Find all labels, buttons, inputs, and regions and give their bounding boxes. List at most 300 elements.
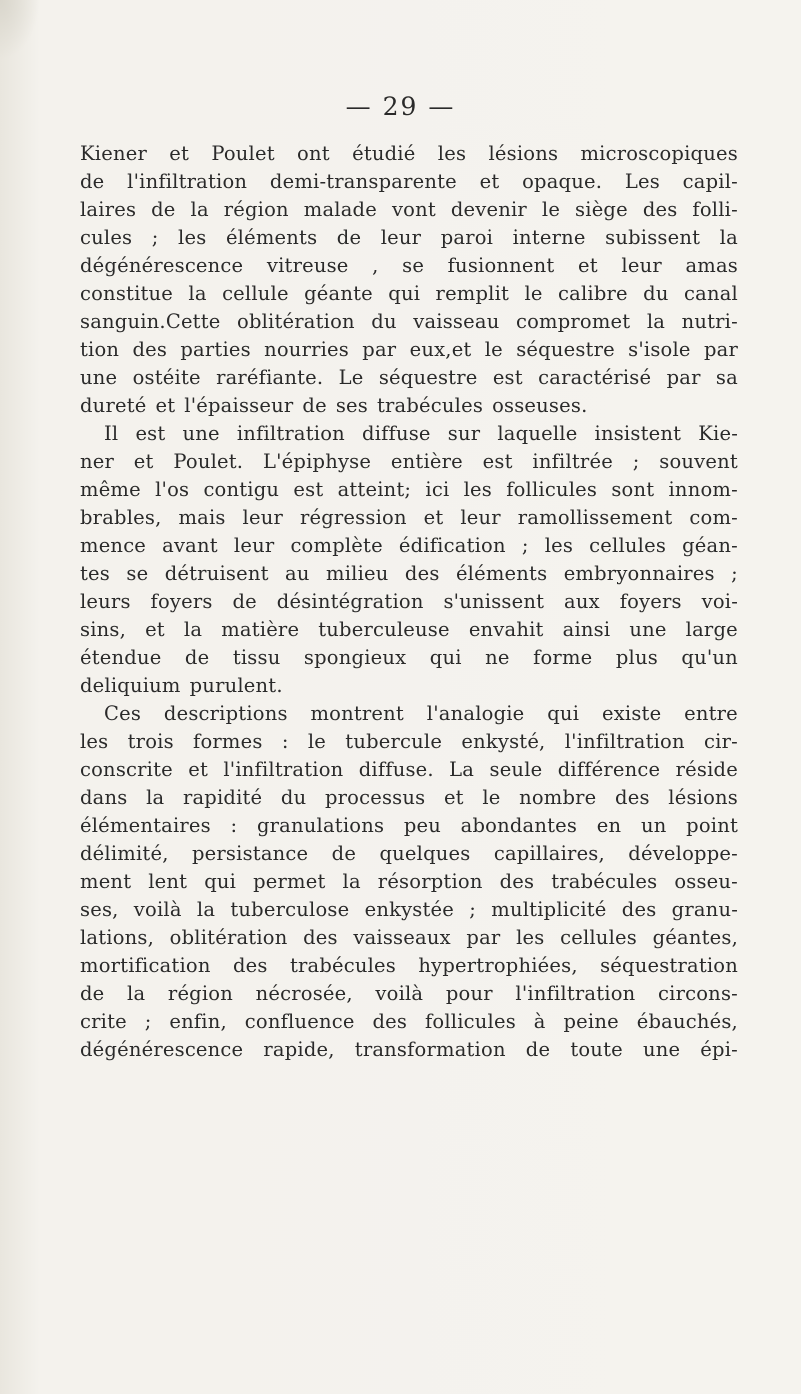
word: et	[479, 170, 500, 193]
word: hypertrophiées,	[418, 954, 578, 977]
word: lent	[148, 870, 188, 893]
word: capil-	[682, 170, 738, 193]
word: siège	[575, 198, 628, 221]
word: et	[578, 254, 598, 277]
text-line	[80, 840, 738, 868]
word: compromet	[515, 310, 631, 333]
word: multiplicité	[491, 898, 607, 921]
word: mortification	[80, 954, 211, 977]
word: spongieux	[303, 646, 407, 669]
word: la	[719, 226, 738, 249]
word: par	[362, 338, 397, 361]
page-number: — 29 —	[345, 92, 456, 121]
word: résorption	[377, 870, 483, 893]
word: les	[437, 142, 467, 165]
word: par	[703, 338, 738, 361]
word: leur	[242, 506, 284, 529]
word: point	[686, 814, 738, 837]
word: ner	[80, 450, 115, 473]
word: granu-	[671, 898, 738, 921]
word: ;	[151, 226, 159, 249]
word: vaisseau	[413, 310, 500, 333]
word: qui	[204, 870, 237, 893]
text-line	[80, 476, 738, 504]
word: nombre	[519, 786, 597, 809]
text-line	[80, 784, 738, 812]
word: crite	[80, 1010, 127, 1033]
word: matière	[221, 618, 300, 641]
word: une	[80, 366, 118, 389]
text-line	[80, 392, 738, 420]
word: qu'un	[681, 646, 738, 669]
word: interne	[512, 226, 586, 249]
word: canal	[684, 282, 738, 305]
word: éléments	[455, 562, 548, 585]
word: trabécules	[376, 394, 484, 417]
word: édification	[398, 534, 506, 557]
word: l'infiltration	[515, 982, 636, 1005]
word: la	[196, 898, 216, 921]
word: abondantes	[460, 814, 578, 837]
word: et	[423, 506, 444, 529]
word: Il	[104, 422, 119, 445]
word: constitue	[80, 282, 174, 305]
word: est	[135, 422, 166, 445]
word: toute	[570, 1038, 623, 1061]
word: séquestration	[600, 954, 738, 977]
word: entière	[390, 450, 463, 473]
word: voilà	[375, 982, 424, 1005]
word: eux,et	[409, 338, 472, 361]
word: tes	[80, 562, 110, 585]
word: de	[525, 1038, 551, 1061]
word: plus	[615, 646, 658, 669]
word: les	[516, 926, 545, 949]
word: tubercule	[345, 730, 443, 753]
word: montrent	[310, 702, 404, 725]
word: ses	[335, 394, 368, 417]
word: avant	[162, 534, 218, 557]
word: une	[629, 618, 667, 641]
word: conscrite	[80, 758, 173, 781]
word: ;	[731, 562, 738, 585]
word: diffuse	[362, 422, 431, 445]
text-line	[80, 980, 738, 1008]
word: l'analogie	[426, 702, 525, 725]
word: cellule	[222, 282, 289, 305]
word: ostéite	[132, 366, 201, 389]
word: les	[178, 226, 207, 249]
word: développe-	[628, 842, 738, 865]
word: qui	[388, 282, 421, 305]
word: parties	[180, 338, 251, 361]
word: désintégration	[276, 590, 424, 613]
word: dégénérescence	[80, 254, 244, 277]
word: complète	[290, 534, 383, 557]
word: séquestre	[516, 338, 615, 361]
word: circons-	[658, 982, 738, 1005]
text-line	[80, 224, 738, 252]
word: ici	[425, 478, 450, 501]
word: folli-	[692, 198, 738, 221]
word: le	[541, 198, 561, 221]
word: nourries	[264, 338, 349, 361]
word: l'infiltration	[223, 758, 344, 781]
word: géantes,	[652, 926, 738, 949]
word: sins,	[80, 618, 127, 641]
word: se	[402, 254, 425, 277]
word: ne	[485, 646, 510, 669]
word: du	[643, 282, 669, 305]
text-line	[80, 588, 738, 616]
word: qui	[429, 646, 462, 669]
word: ont	[297, 142, 330, 165]
word: lésions	[668, 786, 738, 809]
word: osseu-	[674, 870, 738, 893]
word: seule	[489, 758, 543, 781]
word: :	[281, 730, 289, 753]
text-line	[80, 896, 738, 924]
word: leur	[621, 254, 662, 277]
word: les	[463, 478, 492, 501]
word: purulent.	[189, 674, 283, 697]
word: capillaires,	[493, 842, 605, 865]
word: est	[492, 366, 523, 389]
word: ainsi	[562, 618, 611, 641]
word: géan-	[682, 534, 738, 557]
word: qui	[547, 702, 580, 725]
word: de	[336, 226, 362, 249]
text-line	[80, 364, 738, 392]
word: devenir	[450, 198, 527, 221]
word: la	[190, 198, 209, 221]
word: Le	[338, 366, 364, 389]
word: l'épaisseur	[184, 394, 294, 417]
word: est	[293, 478, 324, 501]
word: des	[132, 338, 168, 361]
word: tion	[80, 338, 120, 361]
word: existe	[601, 702, 662, 725]
text-line	[80, 336, 738, 364]
word: laquelle	[497, 422, 578, 445]
word: envahit	[468, 618, 544, 641]
word: rapide,	[263, 1038, 335, 1061]
word: des	[404, 562, 440, 585]
text-line	[80, 420, 738, 448]
word: une	[642, 1038, 681, 1061]
word: vont	[391, 198, 436, 221]
word: cir-	[704, 730, 738, 753]
text-line	[80, 756, 738, 784]
word: mais	[178, 506, 226, 529]
word: la	[188, 282, 207, 305]
word: trabécules	[289, 954, 397, 977]
word: Les	[624, 170, 660, 193]
text-line	[80, 812, 738, 840]
word: permet	[253, 870, 326, 893]
word: Kie-	[698, 422, 738, 445]
word: dégénérescence	[80, 1038, 244, 1061]
word: confluence	[244, 1010, 355, 1033]
word: subissent	[605, 226, 701, 249]
text-line	[80, 1008, 738, 1036]
word: contigu	[203, 478, 280, 501]
word: infiltration	[236, 422, 345, 445]
word: éléments	[225, 226, 318, 249]
word: cules	[80, 226, 133, 249]
word: par	[466, 926, 501, 949]
text-line	[80, 168, 738, 196]
word: des	[615, 786, 650, 809]
word: pour	[445, 982, 493, 1005]
word: l'os	[155, 478, 190, 501]
word: un	[640, 814, 667, 837]
word: de	[302, 394, 327, 417]
word: le	[524, 282, 543, 305]
word: délimité,	[80, 842, 169, 865]
word: foyers	[619, 590, 682, 613]
word: deliquium	[80, 674, 181, 697]
word: des	[303, 926, 338, 949]
word: se	[126, 562, 149, 585]
word: atteint;	[337, 478, 412, 501]
word: la	[183, 618, 203, 641]
text-line	[80, 280, 738, 308]
word: le	[482, 786, 501, 809]
word: souvent	[659, 450, 738, 473]
word: caractérisé	[538, 366, 652, 389]
text-line	[80, 868, 738, 896]
word: dureté	[80, 394, 147, 417]
word: de	[151, 198, 176, 221]
word: leur	[380, 226, 422, 249]
word: infiltrée	[532, 450, 613, 473]
word: mence	[80, 534, 147, 557]
word: étudié	[352, 142, 416, 165]
word: raréfiante.	[216, 366, 324, 389]
word: ,	[372, 254, 379, 277]
word: enfin,	[169, 1010, 227, 1033]
word: ramollissement	[517, 506, 673, 529]
word: brables,	[80, 506, 162, 529]
word: peine	[563, 1010, 619, 1033]
word: sa	[715, 366, 738, 389]
word: à	[533, 1010, 546, 1033]
word: est	[482, 450, 513, 473]
word: la	[646, 310, 666, 333]
word: leur	[460, 506, 501, 529]
word: rapidité	[182, 786, 263, 809]
word: dans	[80, 786, 128, 809]
word: le	[484, 338, 503, 361]
word: et	[443, 786, 464, 809]
word: leurs	[80, 590, 131, 613]
word: forme	[533, 646, 593, 669]
word: amas	[685, 254, 738, 277]
word: enkystée	[364, 898, 455, 921]
word: trabécules	[551, 870, 658, 893]
word: ment	[80, 870, 132, 893]
word: peu	[403, 814, 442, 837]
word: ;	[632, 450, 640, 473]
word: follicules	[506, 478, 598, 501]
word: région	[167, 982, 234, 1005]
word: voilà	[133, 898, 182, 921]
word: fusionnent	[447, 254, 555, 277]
word: leur	[233, 534, 275, 557]
word: de	[80, 982, 105, 1005]
word: formes	[193, 730, 263, 753]
word: vitreuse	[266, 254, 349, 277]
word: follicules	[424, 1010, 516, 1033]
word: les	[544, 534, 574, 557]
word: l'infiltration	[564, 730, 685, 753]
word: nutri-	[681, 310, 738, 333]
word: enkysté,	[461, 730, 546, 753]
word: embryonnaires	[563, 562, 715, 585]
word: nécrosée,	[255, 982, 353, 1005]
word: insistent	[594, 422, 682, 445]
word: transformation	[354, 1038, 506, 1061]
text-line	[80, 140, 738, 168]
word: le	[307, 730, 327, 753]
word: détruisent	[164, 562, 269, 585]
word: Ces	[104, 702, 142, 725]
word: région	[223, 198, 289, 221]
word: Poulet	[211, 142, 275, 165]
word: paroi	[440, 226, 494, 249]
word: séquestre	[378, 366, 478, 389]
word: processus	[324, 786, 426, 809]
word: trois	[127, 730, 174, 753]
body-text	[80, 140, 738, 1064]
word: élémentaires	[80, 814, 211, 837]
word: oblitération	[169, 926, 288, 949]
word: de	[80, 170, 105, 193]
word: osseuses.	[492, 394, 588, 417]
word: diffuse.	[358, 758, 434, 781]
text-line	[80, 560, 738, 588]
word: régression	[299, 506, 407, 529]
word: lations,	[80, 926, 155, 949]
word: du	[371, 310, 397, 333]
word: malade	[303, 198, 377, 221]
word: des	[232, 954, 268, 977]
word: réside	[675, 758, 738, 781]
word: quelques	[379, 842, 471, 865]
word: descriptions	[163, 702, 288, 725]
word: s'unissent	[443, 590, 545, 613]
word: différence	[557, 758, 661, 781]
word: même	[80, 478, 141, 501]
word: L'épiphyse	[262, 450, 372, 473]
word: sont	[611, 478, 655, 501]
word: large	[685, 618, 738, 641]
word: sanguin.Cette	[80, 310, 221, 333]
word: une	[182, 422, 220, 445]
word: La	[449, 758, 475, 781]
word: foyers	[150, 590, 213, 613]
word: en	[596, 814, 622, 837]
word: ses,	[80, 898, 119, 921]
word: calibre	[558, 282, 628, 305]
page-corner-shadow	[0, 0, 40, 60]
word: des	[372, 1010, 408, 1033]
word: cellules	[560, 926, 637, 949]
word: Poulet.	[173, 450, 244, 473]
word: et	[169, 142, 190, 165]
text-line	[80, 924, 738, 952]
word: étendue	[80, 646, 162, 669]
text-line	[80, 252, 738, 280]
word: entre	[684, 702, 738, 725]
word: sur	[447, 422, 481, 445]
word: la	[146, 786, 165, 809]
text-line	[80, 1036, 738, 1064]
word: la	[342, 870, 361, 893]
word: oblitération	[237, 310, 355, 333]
word: de	[331, 842, 357, 865]
word: par	[666, 366, 701, 389]
word: et	[188, 758, 209, 781]
word: tuberculeuse	[318, 618, 450, 641]
text-line	[80, 672, 738, 700]
text-line	[80, 448, 738, 476]
word: voi-	[701, 590, 738, 613]
word: géante	[304, 282, 373, 305]
word: persistance	[191, 842, 309, 865]
word: lésions	[488, 142, 559, 165]
word: com-	[689, 506, 738, 529]
word: laires	[80, 198, 137, 221]
word: et	[155, 394, 176, 417]
text-line	[80, 700, 738, 728]
word: granulations	[256, 814, 385, 837]
text-line	[80, 196, 738, 224]
word: des	[621, 898, 657, 921]
word: ;	[469, 898, 477, 921]
word: ébauchés,	[636, 1010, 738, 1033]
word: et	[133, 450, 154, 473]
word: innom-	[668, 478, 738, 501]
text-line	[80, 504, 738, 532]
word: de	[232, 590, 257, 613]
word: :	[230, 814, 238, 837]
text-line	[80, 644, 738, 672]
word: opaque.	[522, 170, 603, 193]
text-line	[80, 952, 738, 980]
word: du	[280, 786, 307, 809]
word: ;	[521, 534, 529, 557]
word: les	[80, 730, 109, 753]
word: aux	[564, 590, 600, 613]
word: épi-	[700, 1038, 738, 1061]
word: microscopiques	[580, 142, 738, 165]
word: remplit	[435, 282, 510, 305]
word: cellules	[589, 534, 667, 557]
text-line	[80, 532, 738, 560]
word: milieu	[326, 562, 389, 585]
word: de	[184, 646, 210, 669]
word: vaisseaux	[353, 926, 451, 949]
word: au	[285, 562, 310, 585]
text-line	[80, 728, 738, 756]
word: des	[499, 870, 535, 893]
word: s'isole	[628, 338, 691, 361]
word: tissu	[232, 646, 281, 669]
word: l'infiltration	[127, 170, 248, 193]
text-line	[80, 616, 738, 644]
